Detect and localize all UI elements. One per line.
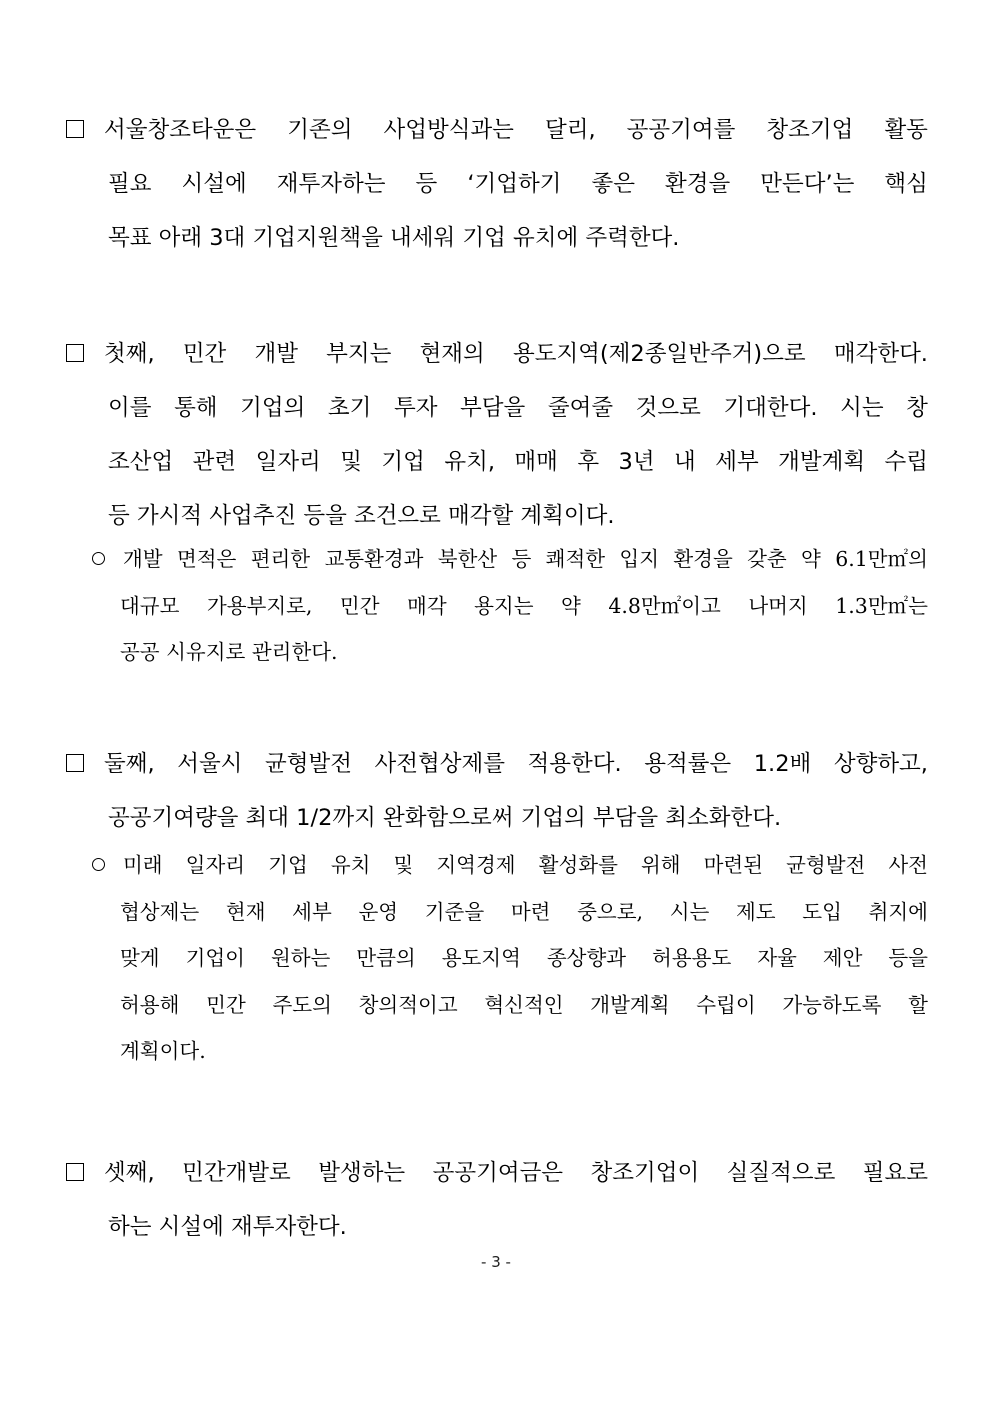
text-segment: 갖춘 [747,547,787,571]
text-segment: 민간 [182,341,227,367]
text-segment: 사전협상제를 [374,751,505,777]
text-segment: 마련 [510,899,551,924]
text-segment: 제도 [736,899,776,924]
text-segment: 지역경제 [436,853,516,877]
section-1-line-3 [66,211,928,265]
text-segment: 4.8만㎡이고 [608,593,721,618]
text-segment: 협상제는 [120,899,200,924]
text-segment: 공공기여금은 [432,1160,564,1186]
text-segment: 매매 [514,449,558,475]
text-segment: 등 [511,547,532,571]
text-segment: 마련된 [703,853,764,877]
text-segment: 원하는 [270,946,331,970]
text-segment: 허용용도 [652,946,732,970]
checkbox-square-icon [66,1163,84,1181]
text-segment: 시는 [669,899,710,924]
text-segment: 투자 [393,395,438,421]
text-segment: 조산업 [108,449,174,475]
text-segment: 균형발전 [786,853,866,877]
section-2-sub-line-2 [66,583,928,630]
text-segment: 창조기업 [766,117,854,143]
text-segment: 기준을 [424,899,485,924]
text-segment: 창조기업이 [590,1160,700,1186]
text-segment: 개발 [254,341,298,367]
text-segment: 활동 [884,117,928,143]
text-segment: 현재 [225,899,266,924]
text-segment: 자율 [757,946,797,970]
text-segment: 1.2배 [753,751,812,777]
text-segment: 환경을 [665,171,731,197]
text-segment: 개발 [123,547,163,571]
text-segment: 민간 [339,593,380,618]
text-segment: 필요 [108,171,152,197]
text-segment: 약 [561,593,581,618]
text-segment: 6.1만㎡의 [835,547,928,571]
text-segment: 공공 시유지로 관리한다. [120,640,338,664]
section-2-line-3 [66,435,928,489]
text-segment: 일자리 [255,449,321,475]
text-segment: 후 [577,449,600,475]
text-segment: 쾌적한 [545,547,606,571]
text-segment: 수립 [884,449,928,475]
text-segment: 균형발전 [265,751,352,777]
text-segment: 기대한다. [723,395,818,421]
text-segment: 매각 [407,593,447,618]
text-segment: 가용부지로, [206,593,313,618]
text-segment: 중으로, [577,899,644,924]
text-segment: 및 [340,449,362,475]
text-segment: 도입 [802,899,842,924]
text-segment: 개발계획 [590,992,670,1017]
text-segment: 3년 [618,449,655,475]
text-segment: 유치, [444,449,495,475]
text-segment: 필요로 [862,1160,928,1186]
text-segment: 적용한다. [527,751,622,777]
text-segment: 환경을 [673,547,733,571]
text-segment: 가능하도록 [782,992,882,1017]
text-segment: 내 [674,449,696,475]
text-segment: 1.3만㎡는 [835,593,928,618]
text-segment: 매각한다. [833,341,928,367]
text-segment: 셋째, [104,1160,155,1186]
section-3-sub-line-4 [66,982,928,1029]
text-segment: 할 [908,992,928,1017]
text-segment: 미래 [123,853,163,877]
section-2-sub-line-1 [66,536,928,583]
text-segment: 현재의 [419,341,485,367]
text-segment: 관련 [192,449,237,475]
text-segment: 용지는 [474,593,534,618]
text-segment: 실질적으로 [726,1160,836,1186]
text-segment: 민간 [206,992,246,1017]
lead-group [92,536,163,583]
text-segment: 나머지 [748,593,808,618]
text-segment: 상향하고, [833,751,928,777]
text-segment: 부담을 [460,395,526,421]
section-3 [66,737,928,845]
lead-group [66,103,256,157]
text-segment: 서울창조타운은 [104,117,257,143]
section-2-sub-line-3 [66,629,928,676]
text-segment: 목표 아래 3대 기업지원책을 내세워 기업 유치에 주력한다. [108,225,680,251]
text-segment: 유치 [330,853,371,877]
checkbox-square-icon [66,120,84,138]
circle-bullet-icon [92,858,105,871]
text-segment: 이를 [108,395,152,421]
text-segment: 활성화를 [538,853,618,877]
text-segment: 창 [906,395,928,421]
text-segment: 민간개발로 [182,1160,291,1186]
text-segment: 입지 [619,547,660,571]
text-segment: 시설에 [181,171,247,197]
text-segment: 맞게 [120,946,160,970]
circle-bullet-icon [92,552,105,565]
section-2-subpoint [66,536,928,676]
text-segment: 좋은 [591,171,635,197]
text-segment: 등 [415,171,438,197]
text-segment: 등 가시적 사업추진 등을 조건으로 매각할 계획이다. [108,503,615,529]
text-segment: 및 [393,853,414,877]
text-segment: ‘기업하기 [467,171,562,197]
text-segment: 핵심 [884,171,928,197]
text-segment: 대규모 [120,593,180,618]
text-segment: 기업 [268,853,308,877]
text-segment: 첫째, [104,341,155,367]
text-segment: 하는 시설에 재투자한다. [108,1214,347,1240]
section-2-line-1 [66,327,928,381]
text-segment: 줄여줄 [547,395,614,421]
text-segment: 창의적이고 [358,992,458,1017]
text-segment: 편리한 [250,547,311,571]
text-segment: 세부 [715,449,759,475]
text-segment: 운영 [358,899,399,924]
text-segment: 북한산 [437,547,498,571]
text-segment: 혁신적인 [484,992,564,1017]
lead-group [66,1146,155,1200]
text-segment: 기업이 [185,946,245,970]
section-4-line-2 [66,1200,928,1254]
text-segment: 위해 [640,853,681,877]
text-segment: 용적률은 [644,751,732,777]
text-segment: 사전 [888,853,928,877]
text-segment: 통해 [174,395,218,421]
text-segment: 종상향과 [546,946,627,970]
text-segment: 기업의 [240,395,306,421]
text-segment: 만든다’는 [760,171,855,197]
text-segment: 기업 [381,449,425,475]
text-segment: 수립이 [696,992,756,1017]
text-segment: 부지는 [326,341,392,367]
text-segment: 초기 [327,395,372,421]
text-segment: 취지에 [868,899,928,924]
section-4-line-1 [66,1146,928,1200]
text-segment: 서울시 [177,751,243,777]
section-2-line-4 [66,489,928,543]
text-segment: 교통환경과 [324,547,424,571]
section-2-line-2 [66,381,928,435]
text-segment: 둘째, [104,751,155,777]
text-segment: 공공기여량을 최대 1/2까지 완화함으로써 기업의 부담을 최소화한다. [108,805,782,831]
text-segment: 시는 [840,395,884,421]
text-segment: 용도지역 [441,946,521,970]
section-1 [66,103,928,265]
lead-group [92,842,163,889]
section-3-sub-line-2 [66,889,928,936]
section-1-line-1 [66,103,928,157]
section-3-sub-line-1 [66,842,928,889]
page-number: - 3 - [481,1253,511,1271]
section-2 [66,327,928,543]
section-3-subpoint [66,842,928,1075]
text-segment: 공공기여를 [626,117,736,143]
text-segment: 일자리 [185,853,246,877]
text-segment: 사업방식과는 [383,117,514,143]
text-segment: 것으로 [635,395,701,421]
text-segment: 발생하는 [318,1160,406,1186]
section-3-line-2 [66,791,928,845]
checkbox-square-icon [66,344,84,362]
text-segment: 용도지역(제2종일반주거)으로 [512,341,806,367]
lead-group [66,327,155,381]
text-segment: 등을 [888,946,928,970]
section-1-line-2 [66,157,928,211]
text-segment: 재투자하는 [276,171,386,197]
text-segment: 세부 [292,899,332,924]
text-segment: 약 [801,547,821,571]
text-segment: 달리, [544,117,596,143]
text-segment: 면적은 [176,547,237,571]
text-segment: 만큼의 [356,946,416,970]
section-4 [66,1146,928,1254]
text-segment: 주도의 [272,992,332,1017]
checkbox-square-icon [66,754,84,772]
section-3-line-1 [66,737,928,791]
lead-group [66,737,155,791]
text-segment: 허용해 [120,992,180,1017]
text-segment: 기존의 [287,117,353,143]
section-3-sub-line-3 [66,935,928,982]
text-segment: 개발계획 [778,449,866,475]
section-3-sub-line-5 [66,1028,928,1075]
text-segment: 제안 [822,946,863,970]
text-segment: 계획이다. [120,1039,206,1063]
